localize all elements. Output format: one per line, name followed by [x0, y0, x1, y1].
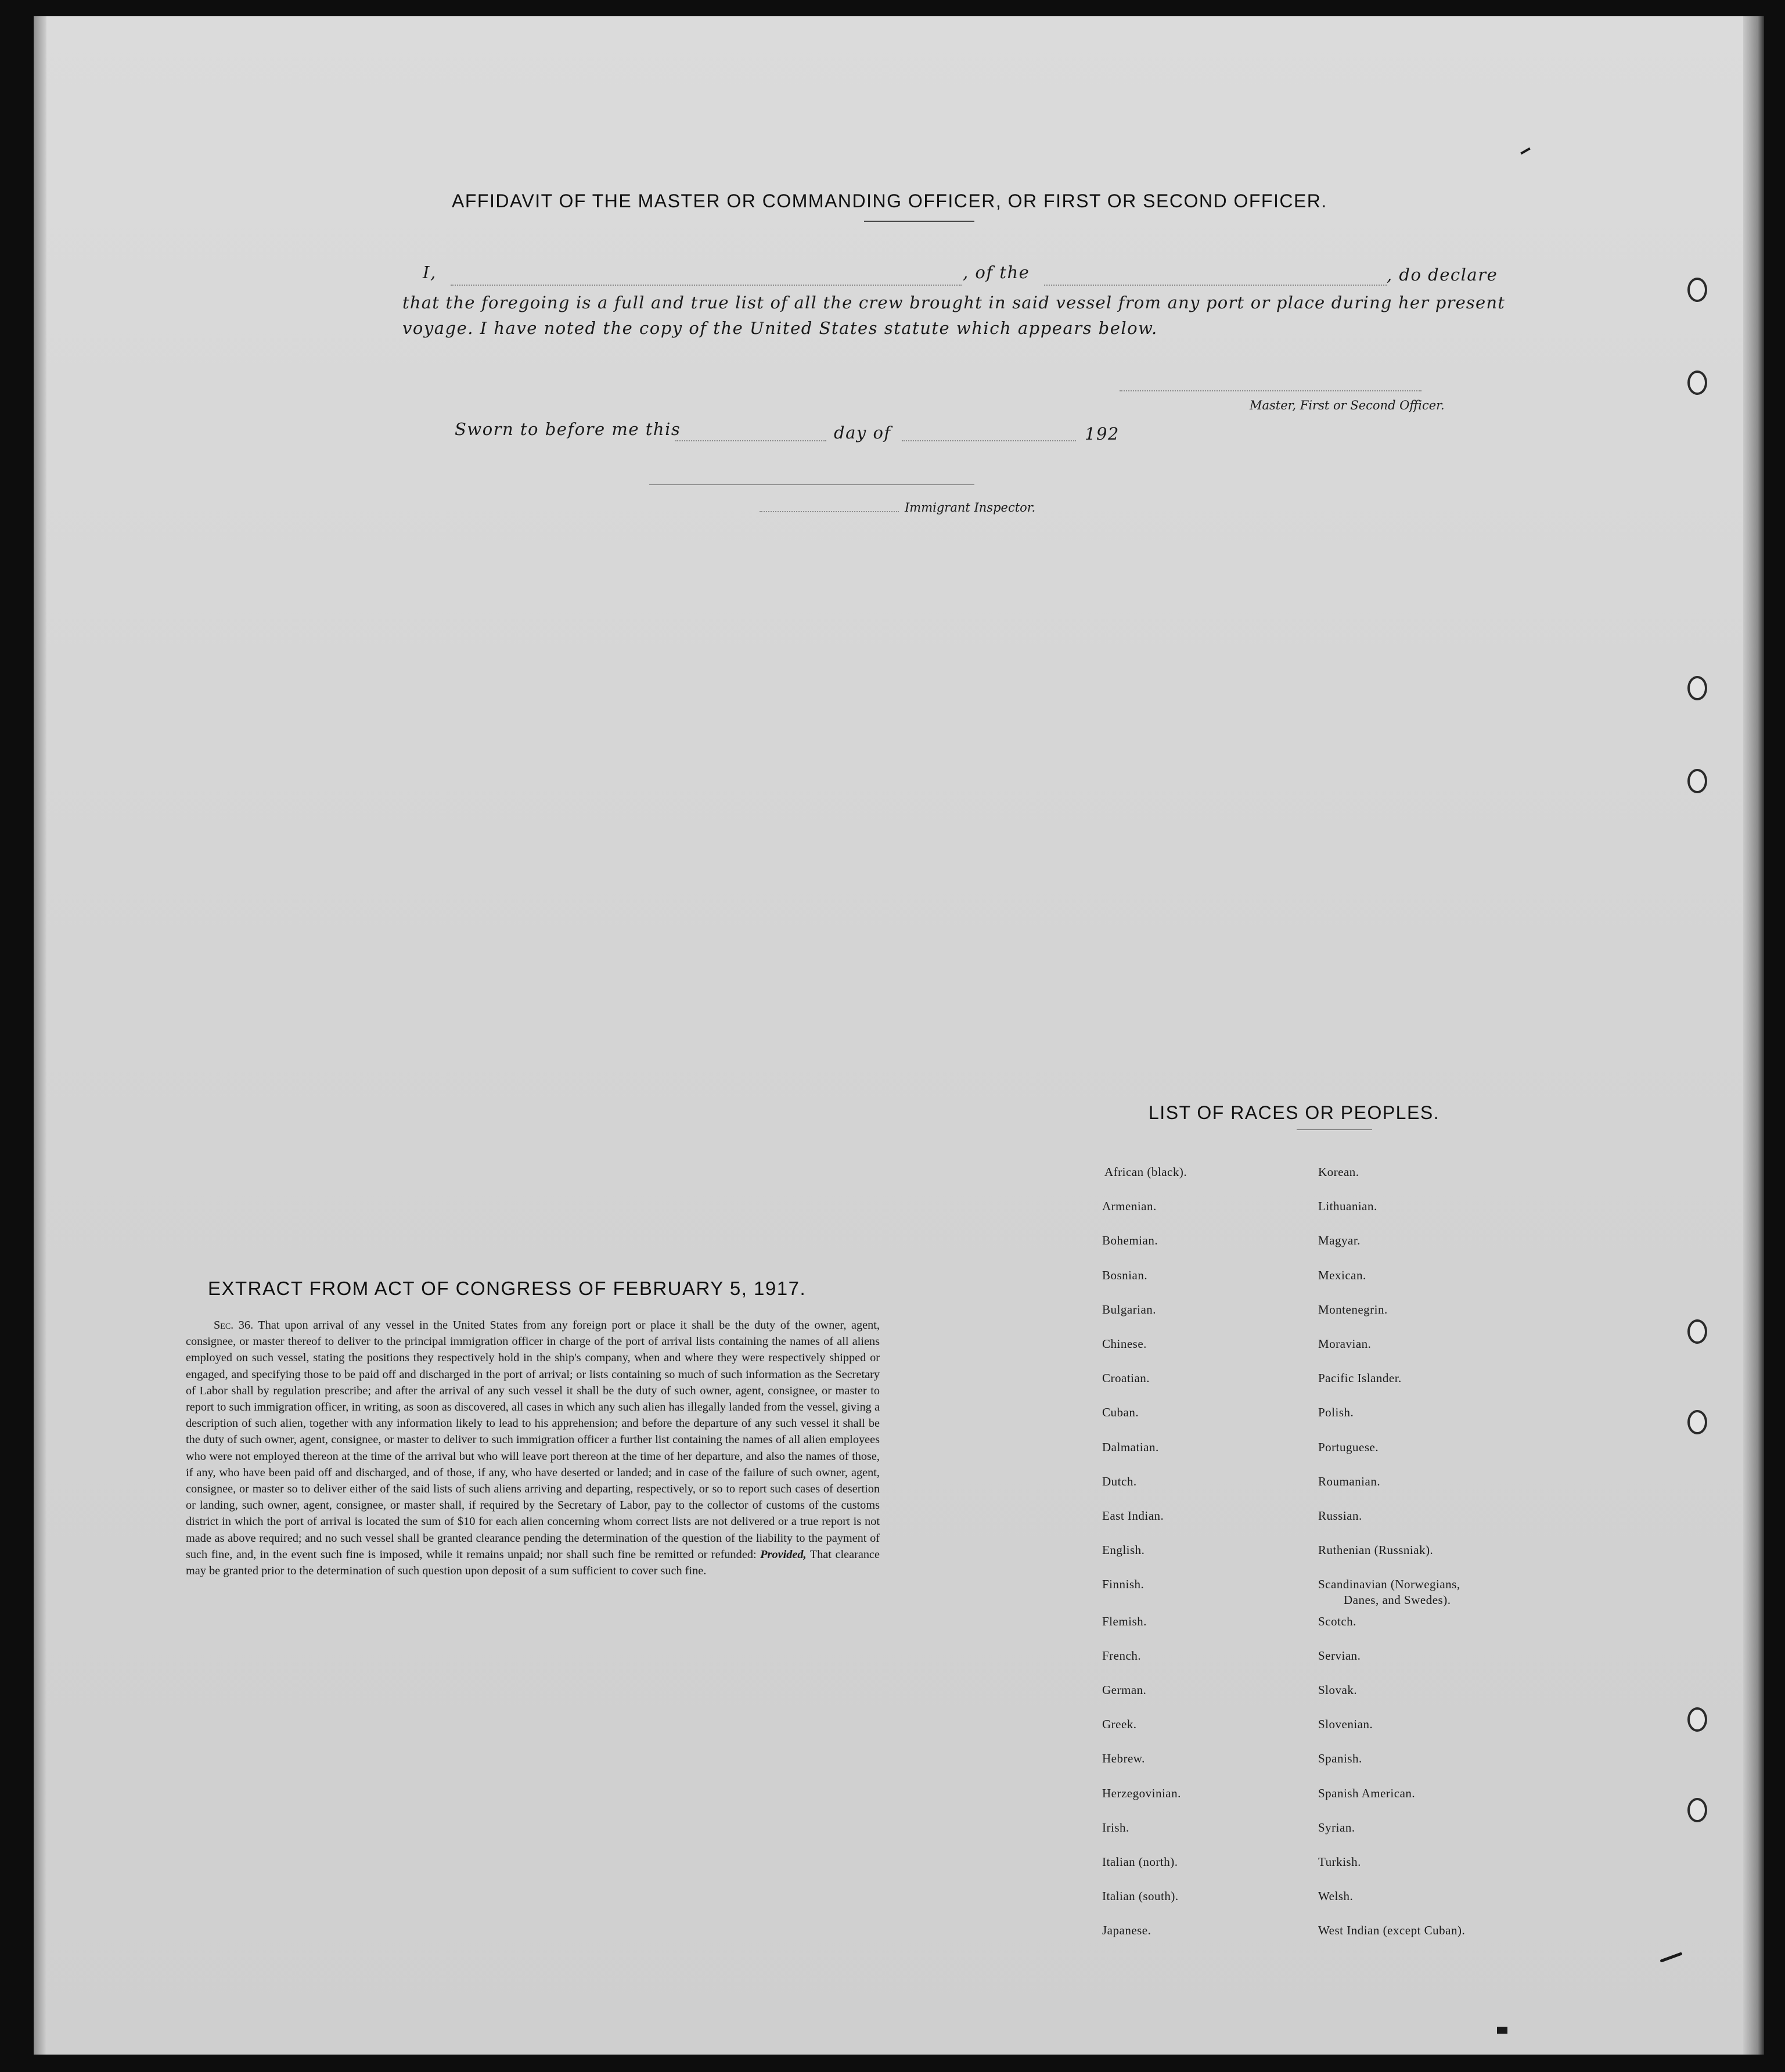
- race-item: Lithuanian.: [1318, 1199, 1377, 1214]
- punch-hole: [1687, 1319, 1707, 1344]
- race-item: Japanese.: [1102, 1923, 1151, 1938]
- race-item: Magyar.: [1318, 1233, 1361, 1248]
- race-item: Pacific Islander.: [1318, 1371, 1402, 1386]
- inspector-top-rule: [649, 484, 974, 485]
- provided-keyword: Provided,: [760, 1548, 807, 1561]
- race-item: Dutch.: [1102, 1474, 1137, 1488]
- race-item: Polish.: [1318, 1405, 1354, 1420]
- race-item: Russian.: [1318, 1509, 1362, 1523]
- punch-hole: [1687, 676, 1707, 700]
- race-item-continuation: Danes, and Swedes).: [1344, 1593, 1451, 1607]
- race-item: East Indian.: [1102, 1509, 1164, 1523]
- race-item: Roumanian.: [1318, 1474, 1381, 1488]
- sworn-day-blank[interactable]: [675, 440, 826, 441]
- page-right-edge: [1743, 16, 1764, 2055]
- document-page: [34, 16, 1764, 2055]
- race-item: Welsh.: [1318, 1889, 1354, 1904]
- extract-text-part2: That clearance may be granted prior to the determination of such question upon deposit of a sum sufficient to cover such fine.: [186, 1548, 880, 1578]
- race-item: Italian (north).: [1102, 1855, 1178, 1869]
- section-label: Sec. 36.: [214, 1319, 254, 1332]
- year-prefix: 192: [1085, 424, 1120, 444]
- race-item: Servian.: [1318, 1648, 1361, 1663]
- signature-label: Master, First or Second Officer.: [1250, 398, 1445, 412]
- race-item: Cuban.: [1102, 1405, 1139, 1420]
- race-item: Irish.: [1102, 1820, 1129, 1834]
- race-item: English.: [1102, 1543, 1145, 1557]
- race-item: Korean.: [1318, 1165, 1359, 1179]
- race-item: Greek.: [1102, 1717, 1137, 1732]
- race-item: Syrian.: [1318, 1820, 1355, 1834]
- race-item: Turkish.: [1318, 1855, 1361, 1869]
- extract-body: [186, 1317, 880, 1579]
- affidavit-line1-of-the: , of the: [963, 262, 1030, 282]
- race-item: Mexican.: [1318, 1268, 1366, 1282]
- signature-blank[interactable]: [1120, 390, 1421, 391]
- race-item: Bosnian.: [1102, 1268, 1148, 1282]
- day-of-label: day of: [834, 423, 891, 443]
- race-item: Slovenian.: [1318, 1717, 1373, 1732]
- race-item: Chinese.: [1102, 1337, 1147, 1351]
- race-item: African (black).: [1104, 1165, 1187, 1179]
- punch-hole: [1687, 370, 1707, 395]
- race-item: Portuguese.: [1318, 1440, 1379, 1454]
- race-item: Scandinavian (Norwegians,: [1318, 1577, 1460, 1592]
- race-item: Herzegovinian.: [1102, 1786, 1181, 1800]
- punch-hole: [1687, 1410, 1707, 1434]
- punch-hole: [1687, 1798, 1707, 1822]
- race-item: Spanish.: [1318, 1751, 1362, 1766]
- affidavit-line3: voyage. I have noted the copy of the United States statute which appears below.: [402, 318, 1158, 338]
- sworn-month-blank[interactable]: [902, 440, 1076, 441]
- races-title: LIST OF RACES OR PEOPLES.: [1149, 1102, 1440, 1123]
- race-item: Dalmatian.: [1102, 1440, 1159, 1454]
- affidavit-line1-end: , do declare: [1387, 265, 1498, 285]
- sworn-label: Sworn to before me this: [455, 419, 681, 439]
- affidavit-line1-start: I,: [423, 262, 437, 282]
- ink-mark: [1660, 1952, 1682, 1962]
- race-item: Hebrew.: [1102, 1751, 1145, 1766]
- race-item: Bohemian.: [1102, 1233, 1158, 1248]
- affidavit-title: AFFIDAVIT OF THE MASTER OR COMMANDING OFFICER, OR FIRST OR SECOND OFFICER.: [452, 190, 1327, 211]
- extract-title: EXTRACT FROM ACT OF CONGRESS OF FEBRUARY 5, 1917.: [208, 1278, 807, 1299]
- race-item: Italian (south).: [1102, 1889, 1179, 1904]
- race-item: German.: [1102, 1683, 1147, 1697]
- race-item: Montenegrin.: [1318, 1302, 1388, 1316]
- affidavit-title-rule: [864, 221, 974, 222]
- race-item: Scotch.: [1318, 1614, 1356, 1628]
- races-title-rule: [1297, 1129, 1372, 1130]
- punch-hole: [1687, 278, 1707, 302]
- race-item: West Indian (except Cuban).: [1318, 1923, 1466, 1938]
- bleed-through-text: [190, 130, 1729, 164]
- punch-hole: [1687, 769, 1707, 793]
- affidavit-line2: that the foregoing is a full and true list of all the crew brought in said vessel from any port or place during her present: [402, 293, 1506, 312]
- race-item: Moravian.: [1318, 1337, 1372, 1351]
- inspector-signature-blank[interactable]: [760, 511, 899, 512]
- race-item: Bulgarian.: [1102, 1302, 1157, 1316]
- page-left-edge: [34, 16, 46, 2055]
- race-item: Croatian.: [1102, 1371, 1150, 1386]
- race-item: Spanish American.: [1318, 1786, 1416, 1800]
- inspector-label: Immigrant Inspector.: [905, 501, 1036, 515]
- punch-hole: [1687, 1707, 1707, 1732]
- name-blank[interactable]: [451, 285, 962, 286]
- race-item: Ruthenian (Russniak).: [1318, 1543, 1434, 1557]
- race-item: Finnish.: [1102, 1577, 1145, 1592]
- race-item: French.: [1102, 1648, 1142, 1663]
- race-item: Slovak.: [1318, 1683, 1358, 1697]
- race-item: Armenian.: [1102, 1199, 1157, 1214]
- extract-text-part1: That upon arrival of any vessel in the United States from any foreign port or place it shall be the duty of the owner, agent, consignee, or master thereof to deliver to the principal immigration officer in charge of the port of arrival lists containing the names of all aliens employed on such vessel, stating the positions they respectively hold in the ship's company, when and where they were respectively shipped or engaged, and specifying those to be paid off and discharged in the port of arrival; or lists containing so much of such information as the Secretary of Labor shall by regulation prescribe; and after the arrival of any such vessel it shall be the duty of such owner, agent, consignee, or master to report to such immigration officer, in writing, as soon as discovered, all cases in which any such alien has illegally landed from the vessel, giving a description of such alien, together with any information likely to lead to his apprehension; and before the departure of any such vessel it shall be the duty of such owner, agent, consignee, or master to deliver to such immigration officer a further list containing the names of all alien employees who were not employed thereon at the time of the arrival but who will leave port thereon at the time of her departure, and also the names of those, if any, who have been paid off and discharged, and of those, if any, who have deserted or landed; and in case of the failure of such owner, agent, consignee, or master so to deliver either of the said lists of such aliens arriving and departing, respectively, or so to report such cases of desertion or landing, such owner, agent, consignee, or master shall, if required by the Secretary of Labor, pay to the collector of customs of the customs district in which the port of arrival is located the sum of $10 for each alien concerning whom correct lists are not delivered or a true report is not made as above required; and no such vessel shall be granted clearance pending the determination of the question of the liability to the payment of such fine, and, in the event such fine is imposed, while it remains unpaid; nor shall such fine be remitted or refunded:: [186, 1319, 880, 1561]
- ink-mark: [1497, 2027, 1507, 2034]
- race-item: Flemish.: [1102, 1614, 1147, 1628]
- vessel-blank[interactable]: [1044, 285, 1387, 286]
